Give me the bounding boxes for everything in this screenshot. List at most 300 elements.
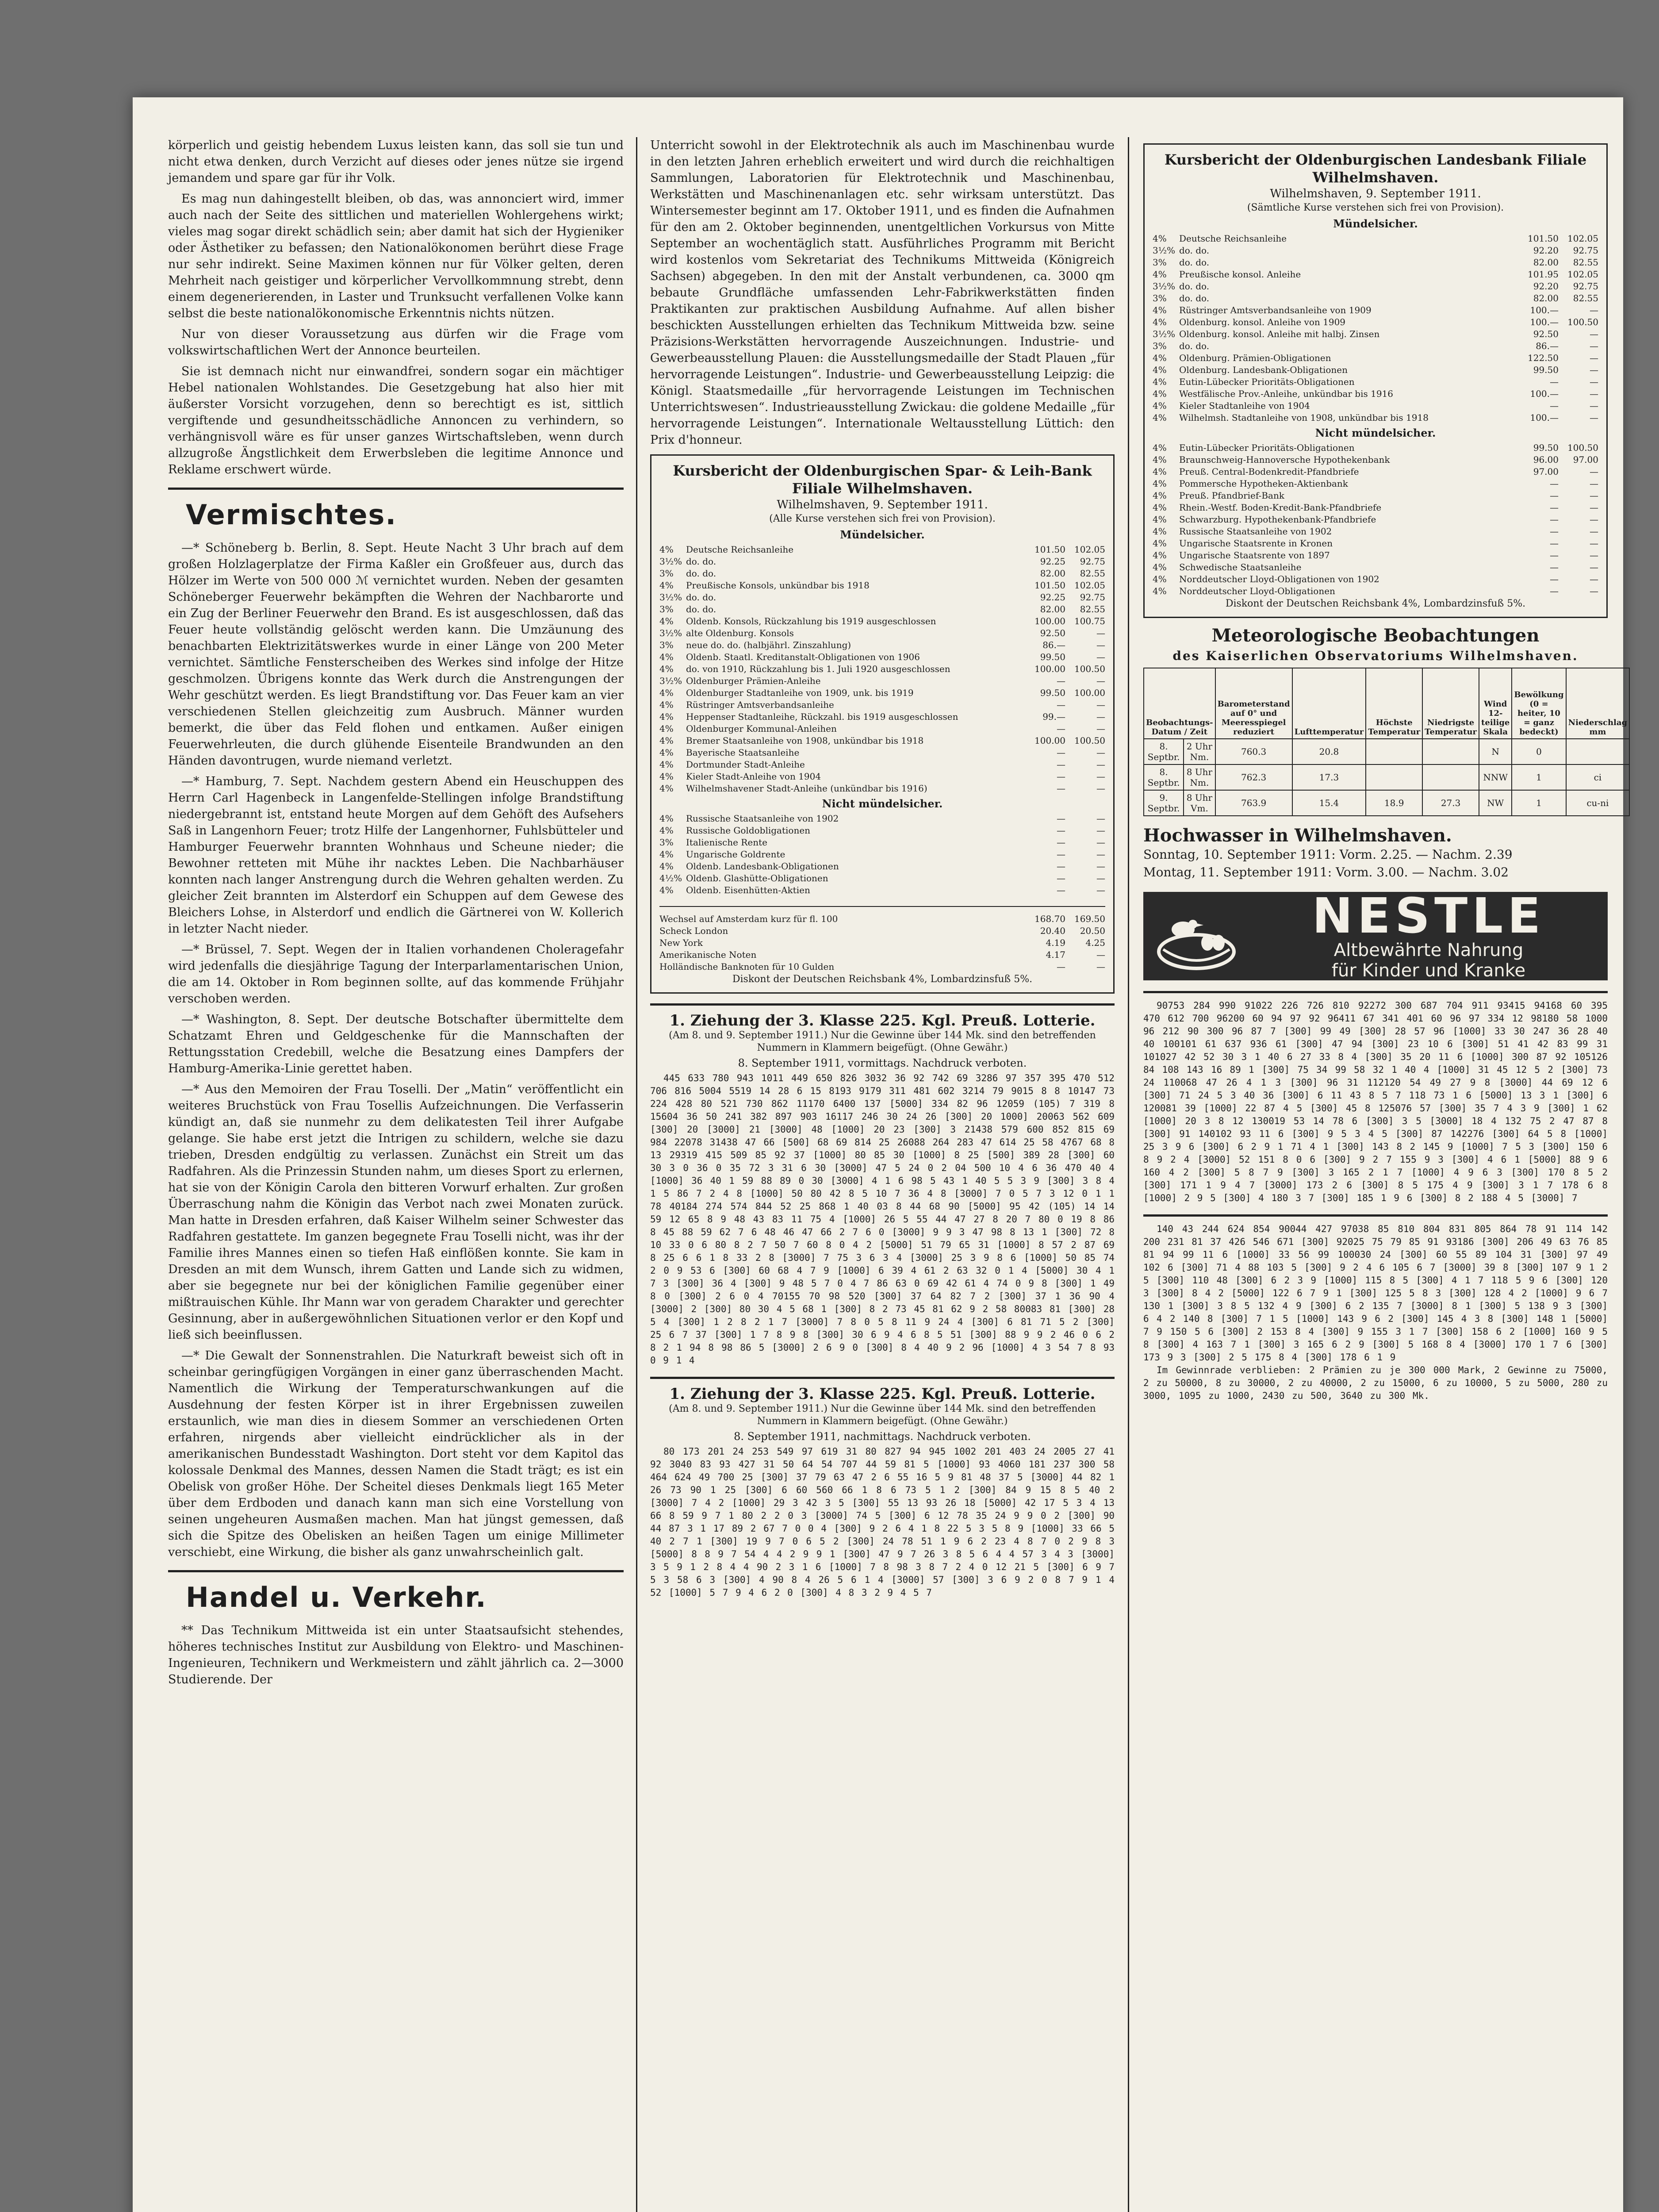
price-ask: — <box>1590 562 1598 572</box>
rate-row <box>659 961 1105 973</box>
price-bid: — <box>1057 961 1065 972</box>
price-bid: 92.50 <box>1040 628 1065 638</box>
high-water-line: Sonntag, 10. September 1911: Vorm. 2.25. — Nachm. 2.39 <box>1143 847 1513 862</box>
security-name: Ungarische Staatsrente von 1897 <box>1179 550 1330 561</box>
rate-row <box>659 568 1105 580</box>
price-ask: 100.75 <box>1074 616 1105 626</box>
security-name: Oldenb. Eisenhütten-Aktien <box>686 885 810 895</box>
security-name: Norddeutscher Lloyd-Obligationen von 1902 <box>1179 574 1379 584</box>
section-rule <box>650 1003 1115 1006</box>
news-item: —* Washington, 8. Sept. Der deutsche Botschafter übermittelte dem Schatzamt Ehren und Geldgeschenke für die Mannschaften der Rettungsstation Credebill, welche die Besatzung eines Dampfers der Hamburg-Amerika-Linie gerettet haben. <box>168 1013 624 1075</box>
rate-list <box>1153 442 1598 597</box>
price-bid: — <box>1057 759 1065 770</box>
security-name: Preuß. Pfandbrief-Bank <box>1179 490 1284 501</box>
weather-cell <box>1366 739 1422 764</box>
category-heading: Mündelsicher. <box>1333 217 1418 230</box>
rate-percent: 4% <box>659 723 674 734</box>
rate-row <box>659 783 1105 795</box>
rate-row <box>659 556 1105 568</box>
price-bid: 100.— <box>1530 388 1559 399</box>
rate-percent: 4% <box>1153 317 1167 327</box>
lottery-footer: Im Gewinnrade verblieben: 2 Prämien zu je 300 000 Mark, 2 Gewinne zu 75000, 2 zu 50000, 8 zu 30000, 2 zu 40000, 2 zu 15000, 6 zu 10000, 5 zu 5000, 280 zu 3000, 1095 zu 1000, 2430 zu 500, 3640 zu 300 Mk. <box>1143 1365 1608 1401</box>
rate-row <box>1153 328 1598 340</box>
rate-percent: 4% <box>1153 586 1167 596</box>
price-ask: — <box>1590 538 1598 549</box>
rate-row <box>659 639 1105 651</box>
rate-percent: 3% <box>1153 293 1167 303</box>
security-name: Wechsel auf Amsterdam kurz für fl. 100 <box>659 914 838 924</box>
price-ask: — <box>1096 628 1105 638</box>
rate-percent: 3½% <box>1153 281 1176 292</box>
price-ask: 92.75 <box>1080 556 1105 567</box>
price-ask: 97.00 <box>1573 454 1598 465</box>
price-ask: — <box>1096 759 1105 770</box>
price-bid: 97.00 <box>1533 466 1559 477</box>
price-ask: — <box>1096 771 1105 782</box>
price-bid: 82.00 <box>1040 568 1065 579</box>
rate-row <box>659 723 1105 735</box>
security-name: do. do. <box>1179 257 1210 268</box>
price-ask: — <box>1590 574 1598 584</box>
security-name: Oldenb. Konsols, Rückzahlung bis 1919 ausgeschlossen <box>686 616 936 626</box>
security-name: Kieler Stadtanleihe von 1904 <box>1179 400 1310 411</box>
price-bid: 168.70 <box>1034 914 1065 924</box>
security-name: Oldenburg. konsol. Anleihe von 1909 <box>1179 317 1346 327</box>
price-ask: 100.50 <box>1567 442 1598 453</box>
discount-rate: Diskont der Deutschen Reichsbank 4%, Lombardzinsfuß 5%. <box>1225 598 1526 609</box>
price-bid: — <box>1550 538 1559 549</box>
rate-row <box>659 771 1105 783</box>
price-bid: — <box>1550 478 1559 489</box>
weather-cell: 20.8 <box>1292 739 1366 764</box>
price-ask: — <box>1096 813 1105 824</box>
lottery-date: 8. September 1911, nachmittags. Nachdruck verboten. <box>734 1430 1031 1443</box>
lottery-numbers: 80 173 201 24 253 549 97 619 31 80 827 94 945 1002 201 403 24 2005 27 41 92 3040 83 93 427 31 50 64 54 707 44 59 81 5 [1000] 93 4060 181 237 300 58 464 624 49 700 25 [300] 37 79 63 47 2 6 55 16 5 9 81 48 37 5 [3000] 44 82 1 26 73 90 1 25 [300] 6 60 560 66 1 8 6 73 5 1 2 [300] 84 9 15 8 5 40 2 [3000] 7 4 2 [1000] 29 3 42 3 5 [300] 55 13 93 26 18 [5000] 42 17 5 3 4 13 66 8 59 9 7 1 80 2 2 0 3 [3000] 74 5 [300] 6 12 78 35 24 9 9 0 2 [300] 90 44 87 3 1 17 89 2 67 7 0 0 4 [300] 9 2 6 4 1 8 22 5 3 5 8 9 [1000] 33 66 5 40 2 7 1 [300] 19 9 7 0 6 5 2 [300] 24 78 51 1 9 6 2 23 4 8 7 0 2 9 8 3 [5000] 8 8 9 7 54 4 4 2 9 9 1 [300] 47 9 7 26 3 8 5 6 4 4 57 3 4 3 [3000] 3 5 9 1 2 8 4 4 90 2 3 1 6 [1000] 7 8 98 3 8 7 2 4 0 12 21 5 [300] 6 9 7 5 3 58 6 3 [300] 4 90 8 4 26 5 6 1 4 [3000] 57 [300] 3 6 9 2 0 8 7 9 1 4 52 [1000] 5 7 9 4 6 2 0 [300] 4 8 3 2 9 4 5 7 <box>650 1446 1115 1598</box>
newspaper-page <box>133 97 1628 2212</box>
security-name: Schwarzburg. Hypothekenbank-Pfandbriefe <box>1179 514 1376 525</box>
security-name: Russische Staatsanleihe von 1902 <box>1179 526 1332 537</box>
stock-report-note: (Sämtliche Kurse verstehen sich frei von Provision). <box>1247 202 1504 213</box>
rate-row <box>659 937 1105 949</box>
price-bid: 92.25 <box>1040 592 1065 603</box>
price-bid: — <box>1550 514 1559 525</box>
rate-percent: 4% <box>1153 502 1167 513</box>
weather-cell: 15.4 <box>1292 790 1366 816</box>
security-name: Italienische Rente <box>686 837 767 848</box>
price-bid: 99.50 <box>1533 365 1559 375</box>
security-name: alte Oldenburg. Konsols <box>686 628 794 638</box>
rate-percent: 4% <box>1153 466 1167 477</box>
ad-slogan: für Kinder und Kranke <box>1331 960 1526 981</box>
price-ask: 82.55 <box>1573 257 1598 268</box>
price-ask: — <box>1590 365 1598 375</box>
weather-title: Meteorologische Beobachtungen <box>1211 625 1540 646</box>
weather-cell <box>1566 739 1630 764</box>
weather-header-cell: Niedrigste Temperatur <box>1422 668 1479 739</box>
security-name: neue do. do. (halbjährl. Zinszahlung) <box>686 640 851 650</box>
price-bid: — <box>1057 813 1065 824</box>
price-bid: 92.25 <box>1040 556 1065 567</box>
price-ask: 100.00 <box>1074 687 1105 698</box>
weather-cell: 1 <box>1512 790 1566 816</box>
column-left <box>168 137 624 2212</box>
price-bid: 4.19 <box>1046 937 1065 948</box>
weather-cell: 763.9 <box>1215 790 1292 816</box>
rate-percent: 3½% <box>659 592 682 603</box>
weather-subtitle: des Kaiserlichen Observatoriums Wilhelmshaven. <box>1172 649 1579 663</box>
rate-percent: 4% <box>1153 233 1167 244</box>
rate-percent: 4% <box>1153 490 1167 501</box>
price-ask: 20.50 <box>1080 926 1105 936</box>
weather-header-cell: Lufttemperatur <box>1292 668 1366 739</box>
stock-report-title: Kursbericht der Oldenburgischen Spar- & Leih-Bank Filiale Wilhelmshaven. <box>673 462 1092 497</box>
rate-percent: 4% <box>659 849 674 860</box>
price-ask: — <box>1096 885 1105 895</box>
price-bid: 92.50 <box>1533 329 1559 339</box>
security-name: Preuß. Central-Bodenkredit-Pfandbriefe <box>1179 466 1359 477</box>
price-ask: — <box>1590 466 1598 477</box>
rate-row <box>1153 454 1598 466</box>
price-ask: — <box>1096 652 1105 662</box>
column-divider <box>636 137 637 2212</box>
price-ask: — <box>1590 586 1598 596</box>
rate-row <box>1153 585 1598 597</box>
price-bid: — <box>1550 586 1559 596</box>
security-name: Kieler Stadt-Anleihe von 1904 <box>686 771 821 782</box>
rate-row <box>659 615 1105 627</box>
price-ask: 92.75 <box>1573 245 1598 256</box>
price-bid: 99.50 <box>1533 442 1559 453</box>
news-item: —* Die Gewalt der Sonnenstrahlen. Die Naturkraft beweist sich oft in scheinbar geringfügigen Vorgängen in einer ganz überraschenden Macht. Namentlich die Wirkung der Temperaturschwankungen auf die Ausdehnung der festen Körper ist in ihrer Ergebnissen zuweilen erstaunlich, wie man dies in diesem Sommer an verschiedenen Orten erfahren, nirgends aber vielleicht eindrücklicher als in der amerikanischen Bundesstadt Washington. Dort steht vor dem Kapitol das kolossale Denkmal des Mannes, dessen Namen die Stadt trägt; es ist ein Obelisk von großer Höhe. Der Scheitel dieses Denkmals liegt 165 Meter über dem Erdboden und danach kann man sich eine Vorstellung von seinen ungeheuren Ausmaßen machen. Man hat jüngst gemessen, daß sich die Spitze des Obelisken an heißen Tagen um einige Millimeter verschiebt, eine Wirkung, die bisher als ganz unwahrscheinlich galt. <box>168 1349 624 1559</box>
weather-cell: 762.3 <box>1215 764 1292 790</box>
rate-row <box>659 949 1105 961</box>
stock-report-sparbank <box>650 454 1115 994</box>
weather-cell: 17.3 <box>1292 764 1366 790</box>
category-heading: Nicht mündelsicher. <box>1315 426 1436 439</box>
rate-percent: 4% <box>659 699 674 710</box>
security-name: Westfälische Prov.-Anleihe, unkündbar bis 1916 <box>1179 388 1394 399</box>
rate-list <box>659 813 1105 896</box>
high-water-title: Hochwasser in Wilhelmshaven. <box>1143 825 1452 846</box>
security-name: Rhein.-Westf. Boden-Kredit-Bank-Pfandbriefe <box>1179 502 1382 513</box>
weather-cell: 8. Septbr. <box>1144 739 1184 764</box>
lottery-numbers: 140 43 244 624 854 90044 427 97038 85 810 804 831 805 864 78 91 114 142 200 231 81 37 426 546 671 [300] 92025 75 79 85 91 93186 [300] 206 49 63 76 85 81 94 99 11 6 [1000] 33 56 99 100030 24 [300] 60 55 89 104 31 [300] 97 49 102 6 [300] 71 4 88 103 5 [300] 9 2 4 6 105 6 7 [3000] 39 8 [300] 107 9 1 2 5 [300] 110 48 [300] 6 2 3 9 [1000] 115 8 5 [300] 4 1 7 118 5 9 6 [300] 120 3 [300] 8 4 2 [5000] 122 6 7 9 1 [300] 125 5 8 3 [300] 128 4 2 [1000] 9 6 7 130 1 [300] 3 8 5 132 4 9 [300] 6 2 135 7 [3000] 8 1 [300] 5 138 9 3 [300] 6 4 2 140 8 [300] 7 1 5 [1000] 143 9 6 2 [300] 145 4 3 8 [300] 148 1 [5000] 7 9 150 5 6 [300] 2 153 8 4 [300] 9 155 3 1 7 [300] 158 6 2 [1000] 160 9 5 8 [300] 4 163 7 1 [300] 3 165 6 2 9 [300] 5 168 8 4 [3000] 170 1 7 6 [300] 173 9 3 [300] 2 5 175 8 4 [300] 178 6 1 9 <box>1143 1224 1608 1363</box>
section-rule <box>650 1377 1115 1379</box>
lottery-title: 1. Ziehung der 3. Klasse 225. Kgl. Preuß. Lotterie. <box>669 1385 1096 1403</box>
rate-percent: 3% <box>659 604 674 614</box>
price-bid: 99.50 <box>1040 652 1065 662</box>
security-name: New York <box>659 937 703 948</box>
column-right <box>1143 137 1628 2212</box>
rate-percent: 3% <box>659 568 674 579</box>
security-name: Eutin-Lübecker Prioritäts-Obligationen <box>1179 442 1355 453</box>
price-ask: 82.55 <box>1080 568 1105 579</box>
price-ask: — <box>1590 514 1598 525</box>
security-name: do. do. <box>1179 281 1210 292</box>
section-rule <box>168 1570 624 1572</box>
price-bid: — <box>1057 849 1065 860</box>
rate-percent: 3½% <box>1153 245 1176 256</box>
price-bid: 82.00 <box>1533 293 1559 303</box>
news-item: —* Hamburg, 7. Sept. Nachdem gestern Abend ein Heuschuppen des Herrn Carl Hagenbeck in Langenfelde-Stellingen infolge Brandstiftung niedergebrannt ist, entstand heute Morgen auf dem Gehöft des Aufsehers Saß in Langenhorn Feuer; trotz Hilfe der Langenhorner, Fuhlsbütteler und Hamburger Feuerwehr brannten Wohnhaus und Scheune nieder; die Bewohner retteten mit Mühe ihr nacktes Leben. Die Nachbarhäuser konnten nach langer Anstrengung durch die Wehren gehalten werden. Zu gleicher Zeit brannten im Alsterdorf ein Schuppen auf dem Gewese des Bleichers Lohse, in Alsterdorf und endlich die Gärtnerei von W. Kollerich in letzter Nacht nieder. <box>168 775 624 936</box>
nestle-advertisement[interactable] <box>1143 887 1608 981</box>
price-bid: 101.50 <box>1528 233 1559 244</box>
rate-row <box>659 759 1105 771</box>
weather-cell: NNW <box>1479 764 1512 790</box>
rate-percent: 4% <box>1153 269 1167 280</box>
price-bid: 101.50 <box>1034 544 1065 555</box>
rate-percent: 4% <box>1153 376 1167 387</box>
news-item: —* Schöneberg b. Berlin, 8. Sept. Heute Nacht 3 Uhr brach auf dem großen Holzlagerplatze der Firma Kaßler ein Großfeuer aus, durch das Hölzer im Werte von 500 000 ℳ vernichtet wurden. Neben der gesamten Schöneberger Feuerwehr bekämpften die Wehren der Nachbarorte und ein Zug der Berliner Feuerwehr den Brand. Es ist ausgeschlossen, daß das Feuer heute vollständig gelöscht werden kann. Die Umzäunung des benachbarten Elektrizitätswerkes wurde in einer Länge von 200 Meter vernichtet. Sämtliche Fensterscheiben des Werkes sind infolge der Hitze geschmolzen. Übrigens konnte das Werk durch die Anstrengungen der Wehr geschützt werden. Es liegt Brandstiftung vor. Das Feuer kam an vier verschiedenen Stellen gleichzeitig zum Ausbruch. Männer wurden bemerkt, die über das Feld flohen und entkamen. Außer einigen Feuerwehrleuten, die durch glühende Eisenteile Brandwunden an den Händen davontrugen, wurde niemand verletzt. <box>168 541 624 768</box>
rate-row <box>659 544 1105 556</box>
security-name: Bayerische Staatsanleihe <box>686 747 800 758</box>
price-bid: — <box>1057 873 1065 883</box>
price-bid: — <box>1550 574 1559 584</box>
security-name: do. do. <box>686 592 716 603</box>
rate-row <box>659 913 1105 925</box>
stock-report-date: Wilhelmshaven, 9. September 1911. <box>777 498 988 511</box>
weather-cell: cu-ni <box>1566 790 1630 816</box>
price-bid: 86.— <box>1042 640 1065 650</box>
rate-percent: 4% <box>659 664 674 674</box>
price-ask: — <box>1590 550 1598 561</box>
rate-percent: 4% <box>659 861 674 872</box>
rate-percent: 4% <box>1153 442 1167 453</box>
security-name: Dortmunder Stadt-Anleihe <box>686 759 805 770</box>
rate-row <box>659 872 1105 884</box>
price-ask: 102.05 <box>1074 580 1105 591</box>
weather-table <box>1143 668 1630 816</box>
weather-row <box>1144 764 1629 790</box>
lottery-note: (Am 8. und 9. September 1911.) Nur die Gewinne über 144 Mk. sind den betreffenden Nummern in Klammern beigefügt. (Ohne Gewähr.) <box>669 1030 1096 1053</box>
divider <box>659 906 1105 907</box>
article-paragraph: Nur von dieser Voraussetzung aus dürfen wir die Frage vom volkswirtschaftlichen Wert der Annonce beurteilen. <box>168 327 624 357</box>
security-name: Holländische Banknoten für 10 Gulden <box>659 961 835 972</box>
rate-row <box>659 699 1105 711</box>
security-name: Oldenburg. Landesbank-Obligationen <box>1179 365 1348 375</box>
price-bid: — <box>1550 526 1559 537</box>
price-ask: — <box>1096 723 1105 734</box>
weather-cell: 8 Uhr Nm. <box>1184 764 1215 790</box>
security-name: Rüstringer Amtsverbandsanleihe von 1909 <box>1179 305 1372 315</box>
rate-row <box>659 825 1105 837</box>
article-paragraph: Es mag nun dahingestellt bleiben, ob das, was annonciert wird, immer auch nach der Seite des sittlichen und materiellen Wohlergehens wirkt; vieles mag sogar direkt schädlich sein; aber damit hat sich der Hygieniker oder Ästhetiker zu befassen; den Nationalökonomen berührt diese Frage nur sehr indirekt. Seine Maximen können nur für Völker gelten, deren Mehrheit nach geistiger und körperlicher Vervollkommnung strebt, denn einem degenerierenden, in Laster und Trunksucht verfallenen Volke kann selbst die beste nationalökonomische Erkenntnis nichts nützen. <box>168 192 624 320</box>
security-name: Braunschweig-Hannoversche Hypothekenbank <box>1179 454 1390 465</box>
rate-list <box>1153 233 1598 424</box>
security-name: Wilhelmshavener Stadt-Anleihe (unkündbar bis 1916) <box>686 783 927 794</box>
rate-row <box>1153 538 1598 549</box>
rate-row <box>1153 388 1598 400</box>
price-bid: 99.— <box>1042 711 1065 722</box>
rate-list <box>659 544 1105 795</box>
price-ask: — <box>1590 400 1598 411</box>
weather-cell: 760.3 <box>1215 739 1292 764</box>
rate-percent: 4% <box>1153 574 1167 584</box>
price-ask: 169.50 <box>1074 914 1105 924</box>
rate-percent: 4% <box>659 735 674 746</box>
rate-row <box>659 651 1105 663</box>
weather-cell: 27.3 <box>1422 790 1479 816</box>
section-rule <box>1143 1214 1608 1217</box>
rate-row <box>1153 561 1598 573</box>
rate-percent: 3% <box>1153 341 1167 351</box>
news-item: —* Brüssel, 7. Sept. Wegen der in Italien vorhandenen Choleragefahr wird jedenfalls die diesjährige Tagung der Interparlamentarischen Union, die am 14. Oktober in Rom beginnen sollte, auf das kommende Frühjahr verschoben werden. <box>168 943 624 1006</box>
lottery-note: (Am 8. und 9. September 1911.) Nur die Gewinne über 144 Mk. sind den betreffenden Nummern in Klammern beigefügt. (Ohne Gewähr.) <box>669 1403 1096 1427</box>
price-ask: — <box>1096 676 1105 686</box>
rate-row <box>659 849 1105 860</box>
weather-cell: ci <box>1566 764 1630 790</box>
rate-percent: 4% <box>659 885 674 895</box>
price-bid: 82.00 <box>1040 604 1065 614</box>
lottery-title: 1. Ziehung der 3. Klasse 225. Kgl. Preuß. Lotterie. <box>669 1012 1096 1029</box>
rate-percent: 4% <box>1153 412 1167 423</box>
price-ask: — <box>1590 341 1598 351</box>
article-paragraph: Unterricht sowohl in der Elektrotechnik als auch im Maschinenbau wurde in den letzten Jahren erheblich erweitert und wird durch die reichhaltigen Sammlungen, Laboratorien für Elektrotechnik und Maschinenbau, Werkstätten und Maschinenanlagen etc. sehr wirksam unterstützt. Das Wintersemester beginnt am 17. Oktober 1911, und es finden die Aufnahmen für den am 2. Oktober beginnenden, unentgeltlichen Vorkursus von Mitte September an wochentäglich statt. Ausführliches Programm mit Bericht wird kostenlos vom Sekretariat des Technikums Mittweida (Königreich Sachsen) abgegeben. In den mit der Anstalt verbundenen, ca. 3000 qm bebaute Grundfläche umfassenden Lehr-Fabrikwerkstätten finden Praktikanten zur praktischen Ausbildung Aufnahme. Auf allen bisher beschickten Ausstellungen erhielten das Technikum Mittweida bzw. seine Präzisions-Werkstätten hervorragende Auszeichnungen. Industrie- und Gewerbeausstellung Plauen: die Ausstellungsmedaille der Stadt Plauen „für hervorragende Leistungen“. Industrie- und Gewerbeausstellung Leipzig: die Königl. Staatsmedaille „für hervorragende Leistungen im Technischen Unterrichtswesen“. Industrieausstellung Zwickau: die goldene Medaille „für hervorragende Leistungen“. Internationale Weltausstellung Lüttich: den Prix d'honneur. <box>650 138 1115 447</box>
security-name: do. do. <box>1179 245 1210 256</box>
weather-cell: N <box>1479 739 1512 764</box>
rate-row <box>1153 549 1598 561</box>
price-bid: 92.20 <box>1533 281 1559 292</box>
security-name: Ungarische Goldrente <box>686 849 785 860</box>
price-ask: — <box>1590 478 1598 489</box>
article-paragraph: Sie ist demnach nicht nur einwandfrei, sondern sogar ein mächtiger Hebel nationalen Wohlstandes. Die Gesetzgebung hat also hier mit äußerster Vorsicht vorzugehen, denn so berechtigt es ist, sittlich vergiftende und gesundheitsschädliche Annoncen zu verhindern, so verhängnisvoll wäre es für unser ganzes Wirtschaftsleben, wenn durch allzugroße Ängstlichkeit dem Erwerbsleben die legitime Annonce und Reklame erschwert würde. <box>168 365 624 476</box>
rate-row <box>659 591 1105 603</box>
rate-row <box>1153 442 1598 454</box>
section-heading-vermischtes: Vermischtes. <box>186 499 397 531</box>
rate-row <box>659 675 1105 687</box>
price-bid: — <box>1057 699 1065 710</box>
price-bid: 92.20 <box>1533 245 1559 256</box>
price-bid: 122.50 <box>1528 353 1559 363</box>
rate-percent: 4% <box>1153 388 1167 399</box>
weather-header-cell: Beobachtungs-Datum / Zeit <box>1144 668 1215 739</box>
security-name: Preußische Konsols, unkündbar bis 1918 <box>686 580 870 591</box>
weather-header-cell: Höchste Temperatur <box>1366 668 1422 739</box>
rate-row <box>659 884 1105 896</box>
news-item: ** Das Technikum Mittweida ist ein unter Staatsaufsicht stehendes, höheres technisches Institut zur Ausbildung von Elektro- und Maschinen-Ingenieuren, Technikern und Werkmeistern und zählt jährlich ca. 2—3000 Studierende. Der <box>168 1624 624 1686</box>
security-name: Wilhelmsh. Stadtanleihe von 1908, unkündbar bis 1918 <box>1179 412 1429 423</box>
security-name: do. do. <box>686 556 716 567</box>
rate-row <box>1153 316 1598 328</box>
rate-percent: 4% <box>1153 365 1167 375</box>
rate-percent: 4% <box>659 544 674 555</box>
price-bid: — <box>1057 825 1065 836</box>
price-bid: 100.— <box>1530 317 1559 327</box>
security-name: Russische Goldobligationen <box>686 825 811 836</box>
price-bid: 100.— <box>1530 412 1559 423</box>
stock-report-date: Wilhelmshaven, 9. September 1911. <box>1270 187 1481 200</box>
price-ask: 100.50 <box>1074 664 1105 674</box>
price-ask: — <box>1096 699 1105 710</box>
price-bid: 100.00 <box>1034 664 1065 674</box>
price-bid: 100.— <box>1530 305 1559 315</box>
rate-row <box>1153 466 1598 478</box>
rate-row <box>1153 340 1598 352</box>
price-ask: — <box>1590 526 1598 537</box>
price-ask: 82.55 <box>1573 293 1598 303</box>
price-bid: 4.17 <box>1046 949 1065 960</box>
rate-row <box>659 747 1105 759</box>
price-ask: 92.75 <box>1080 592 1105 603</box>
rate-row <box>1153 233 1598 245</box>
price-bid: — <box>1550 562 1559 572</box>
rate-row <box>1153 364 1598 376</box>
rate-row <box>1153 514 1598 526</box>
price-ask: — <box>1096 849 1105 860</box>
rate-row <box>1153 280 1598 292</box>
rate-row <box>1153 257 1598 269</box>
rate-row <box>659 837 1105 849</box>
price-bid: 101.50 <box>1034 580 1065 591</box>
ad-brand-name: NESTLE <box>1312 887 1545 944</box>
security-name: Ungarische Staatsrente in Kronen <box>1179 538 1333 549</box>
rate-row <box>1153 376 1598 388</box>
rate-row <box>1153 245 1598 257</box>
price-bid: 96.00 <box>1533 454 1559 465</box>
rate-row <box>659 603 1105 615</box>
price-ask: — <box>1590 305 1598 315</box>
security-name: Scheck London <box>659 926 728 936</box>
price-ask: — <box>1096 873 1105 883</box>
rate-row <box>1153 400 1598 412</box>
weather-cell: NW <box>1479 790 1512 816</box>
security-name: Rüstringer Amtsverbandsanleihe <box>686 699 834 710</box>
rate-row <box>1153 412 1598 424</box>
rate-percent: 4% <box>1153 305 1167 315</box>
price-ask: 82.55 <box>1080 604 1105 614</box>
rate-row <box>1153 269 1598 280</box>
security-name: do. do. <box>686 568 716 579</box>
security-name: Norddeutscher Lloyd-Obligationen <box>1179 586 1335 596</box>
price-bid: — <box>1057 723 1065 734</box>
price-bid: 100.00 <box>1034 735 1065 746</box>
rate-row <box>1153 352 1598 364</box>
rate-percent: 4½% <box>659 873 682 883</box>
weather-cell: 8. Septbr. <box>1144 764 1184 790</box>
stock-report-note: (Alle Kurse verstehen sich frei von Provision). <box>769 513 996 524</box>
security-name: Deutsche Reichsanleihe <box>686 544 794 555</box>
price-ask: 100.50 <box>1567 317 1598 327</box>
security-name: Oldenb. Glashütte-Obligationen <box>686 873 828 883</box>
rate-row <box>659 925 1105 937</box>
security-name: Preußische konsol. Anleihe <box>1179 269 1301 280</box>
price-bid: — <box>1057 676 1065 686</box>
column-middle <box>650 137 1115 2212</box>
rate-percent: 4% <box>659 711 674 722</box>
security-name: Oldenb. Staatl. Kreditanstalt-Obligationen von 1906 <box>686 652 920 662</box>
security-name: Oldenburger Stadtanleihe von 1909, unk. bis 1919 <box>686 687 914 698</box>
price-ask: — <box>1096 837 1105 848</box>
rate-percent: 4% <box>659 616 674 626</box>
rate-row <box>659 580 1105 591</box>
rate-percent: 4% <box>1153 562 1167 572</box>
rate-percent: 4% <box>1153 538 1167 549</box>
rate-percent: 4% <box>1153 353 1167 363</box>
rate-row <box>1153 490 1598 502</box>
rate-row <box>1153 292 1598 304</box>
rate-percent: 4% <box>659 825 674 836</box>
price-ask: — <box>1096 747 1105 758</box>
rate-row <box>1153 304 1598 316</box>
rate-percent: 4% <box>659 783 674 794</box>
rate-percent: 4% <box>659 747 674 758</box>
lottery-date: 8. September 1911, vormittags. Nachdruck verboten. <box>738 1057 1027 1069</box>
rate-row <box>659 711 1105 723</box>
price-bid: — <box>1057 783 1065 794</box>
security-name: Deutsche Reichsanleihe <box>1179 233 1287 244</box>
rate-row <box>1153 502 1598 514</box>
price-ask: — <box>1096 783 1105 794</box>
